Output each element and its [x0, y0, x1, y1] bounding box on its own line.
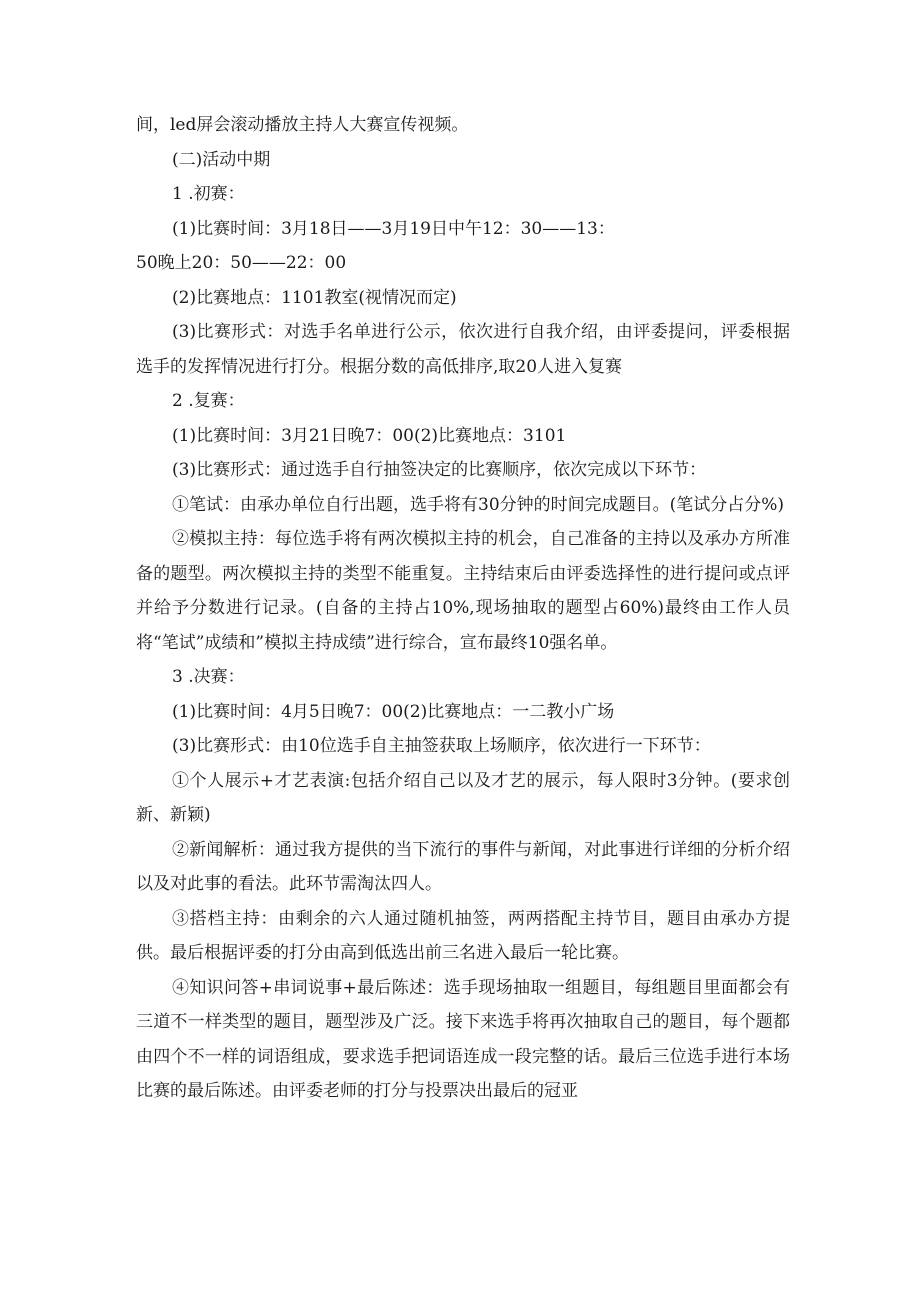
preliminary-time: (1)比赛时间：3月18日——3月19日中午12：30——13：	[172, 218, 615, 239]
final-quiz-and-statement: ④知识问答+串词说事+最后陈述：选手现场抽取一组题目，每组题目里面都会有三道不一样类型的题目，题型涉及广泛。接下来选手将再次抽取自己的题目，每个题都由四个不一样的词语组成，要求选手把词语连成一段完整的话。最后三位选手进行本场比赛的最后陈述。由评委老师的打分与投票决出最后的冠亚	[136, 977, 790, 1101]
document-body	[136, 108, 790, 1109]
final-news-analysis: ②新闻解析：通过我方提供的当下流行的事件与新闻，对此事进行详细的分析介绍以及对此事的看法。此环节需淘汰四人。	[136, 839, 790, 894]
subheading-preliminary: 1 .初赛：	[172, 184, 245, 204]
preliminary-format: (3)比赛形式：对选手名单进行公示，依次进行自我介绍，由评委提问，评委根据选手的发挥情况进行打分。根据分数的高低排序,取20人进入复赛	[136, 322, 790, 377]
final-partner-hosting: ③搭档主持：由剩余的六人通过随机抽签，两两搭配主持节目，题目由承办方提供。最后根据评委的打分由高到低选出前三名进入最后一轮比赛。	[136, 908, 790, 963]
semifinal-time-location: (1)比赛时间：3月21日晚7：00(2)比赛地点：3101	[172, 425, 567, 446]
preliminary-location: (2)比赛地点：1101教室(视情况而定)	[172, 287, 457, 308]
subheading-final: 3 .决赛：	[172, 667, 245, 687]
final-format: (3)比赛形式：由10位选手自主抽签获取上场顺序，依次进行一下环节：	[172, 736, 711, 756]
final-time-location: (1)比赛时间：4月5日晚7：00(2)比赛地点：一二教小广场	[172, 701, 615, 722]
subheading-semifinal: 2 .复赛：	[172, 391, 245, 411]
preliminary-time-continued: 50晚上20：50——22：00	[136, 253, 347, 273]
final-talent-show: ①个人展示+才艺表演:包括介绍自己以及才艺的展示，每人限时3分钟。(要求创新、新颖)	[136, 770, 790, 825]
semifinal-written-test: ①笔试：由承办单位自行出题，选手将有30分钟的时间完成题目。(笔试分占分%)	[172, 494, 785, 515]
semifinal-mock-hosting: ②模拟主持：每位选手将有两次模拟主持的机会，自己准备的主持以及承办方所准备的题型。两次模拟主持的类型不能重复。主持结束后由评委选择性的进行提问或点评并给予分数进行记录。(自备的主持占10%,现场抽取的题型占60%)最终由工作人员将“笔试”成绩和”模拟主持成绩”进行综合，宣布最终10强名单。	[136, 529, 790, 653]
section-heading-mid-stage: (二)活动中期	[172, 149, 271, 170]
semifinal-format: (3)比赛形式：通过选手自行抽签决定的比赛顺序，依次完成以下环节：	[172, 460, 707, 480]
paragraph-continuation: 间，led屏会滚动播放主持人大赛宣传视频。	[136, 115, 469, 135]
